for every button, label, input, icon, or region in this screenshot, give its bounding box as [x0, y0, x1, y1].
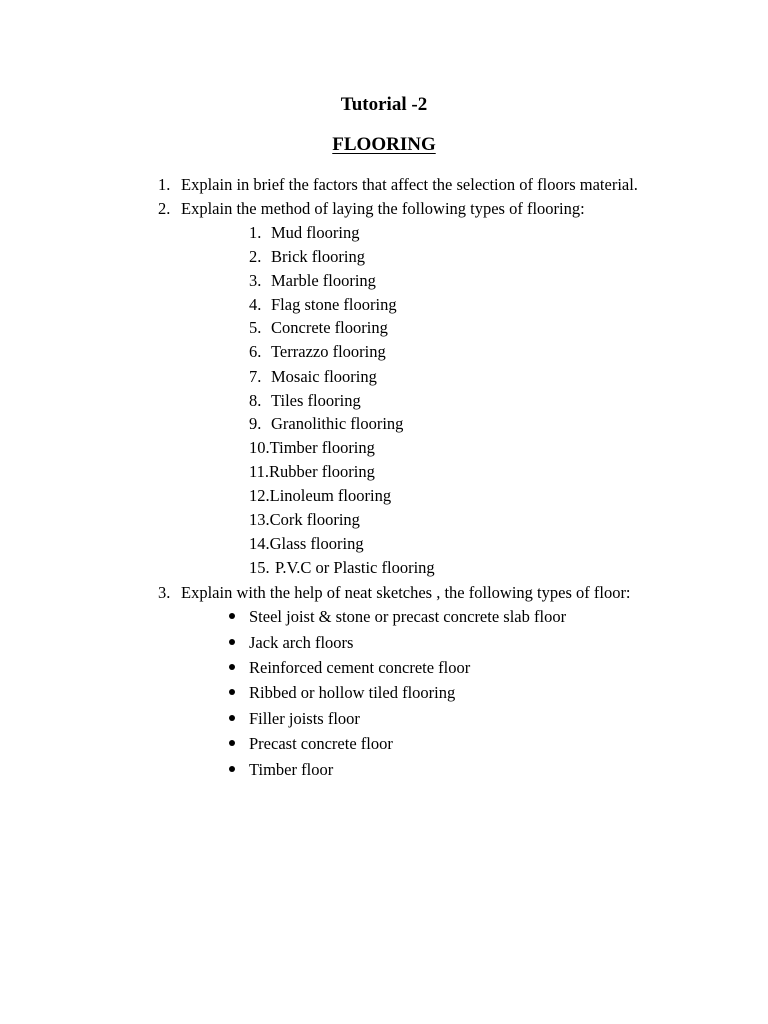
list-item-number: 7. [249, 367, 262, 386]
list-item [249, 558, 435, 578]
list-item-text: Cork flooring [269, 510, 360, 529]
list-item [249, 438, 375, 458]
bullet-icon [229, 766, 235, 772]
list-item-text: Granolithic flooring [271, 414, 404, 433]
question-2 [158, 199, 585, 219]
question-number: 3. [158, 583, 171, 602]
list-item [249, 391, 361, 411]
list-item-text: P.V.C or Plastic flooring [275, 558, 435, 577]
bullet-item [229, 709, 360, 729]
bullet-item-text: Precast concrete floor [249, 734, 393, 753]
list-item-number: 3. [249, 271, 262, 290]
bullet-item-text: Jack arch floors [249, 633, 354, 652]
bullet-item [229, 760, 333, 780]
list-item-number: 11. [249, 462, 270, 481]
list-item-text: Tiles flooring [271, 391, 361, 410]
bullet-item-text: Reinforced cement concrete floor [249, 658, 471, 677]
list-item-number: 12. [249, 486, 270, 505]
question-text: Explain with the help of neat sketches , the following types of floor: [181, 583, 631, 602]
bullet-icon [229, 715, 235, 721]
list-item-number: 2. [249, 247, 262, 266]
question-text: Explain the method of laying the following types of flooring: [181, 199, 585, 218]
bullet-icon [229, 740, 235, 746]
list-item-text: Terrazzo flooring [271, 342, 386, 361]
bullet-item [229, 734, 393, 754]
list-item-number: 6. [249, 342, 262, 361]
list-item-text: Marble flooring [271, 271, 376, 290]
list-item [249, 223, 359, 243]
bullet-item-text: Ribbed or hollow tiled flooring [249, 683, 456, 702]
list-item [249, 462, 375, 482]
bullet-icon [229, 664, 235, 670]
document-title: Tutorial -2 [340, 94, 428, 115]
list-item-text: Flag stone flooring [271, 295, 397, 314]
list-item [249, 510, 360, 530]
list-item-text: Rubber flooring [269, 462, 375, 481]
list-item-number: 8. [249, 391, 262, 410]
list-item-number: 4. [249, 295, 262, 314]
bullet-icon [229, 639, 235, 645]
bullet-item-text: Timber floor [249, 760, 334, 779]
list-item-number: 1. [249, 223, 262, 242]
question-number: 1. [158, 175, 171, 194]
list-item-text: Mud flooring [271, 223, 360, 242]
bullet-icon [229, 689, 235, 695]
bullet-item [229, 633, 353, 653]
list-item-number: 14. [249, 534, 270, 553]
list-item-number: 10. [249, 438, 270, 457]
list-item-number: 13. [249, 510, 270, 529]
list-item-text: Linoleum flooring [269, 486, 392, 505]
list-item [249, 295, 397, 315]
list-item [249, 271, 376, 291]
question-3 [158, 583, 631, 603]
question-number: 2. [158, 199, 171, 218]
list-item [249, 486, 391, 506]
bullet-item-text: Steel joist & stone or precast concrete slab floor [249, 607, 567, 626]
list-item [249, 318, 388, 338]
bullet-item-text: Filler joists floor [249, 709, 360, 728]
list-item-number: 15. [249, 558, 270, 577]
list-item [249, 414, 403, 434]
list-item [249, 534, 364, 554]
list-item-text: Mosaic flooring [271, 367, 377, 386]
list-item [249, 367, 377, 387]
question-1 [158, 175, 638, 195]
list-item-text: Concrete flooring [271, 318, 388, 337]
section-heading: FLOORING [332, 134, 436, 155]
bullet-item [229, 607, 566, 627]
bullet-item [229, 683, 455, 703]
bullet-icon [229, 613, 235, 619]
question-text: Explain in brief the factors that affect the selection of floors material. [181, 175, 638, 194]
list-item-text: Timber flooring [269, 438, 375, 457]
list-item [249, 342, 386, 362]
list-item-number: 9. [249, 414, 262, 433]
list-item-number: 5. [249, 318, 262, 337]
list-item-text: Glass flooring [269, 534, 364, 553]
bullet-item [229, 658, 470, 678]
list-item [249, 247, 365, 267]
list-item-text: Brick flooring [271, 247, 365, 266]
